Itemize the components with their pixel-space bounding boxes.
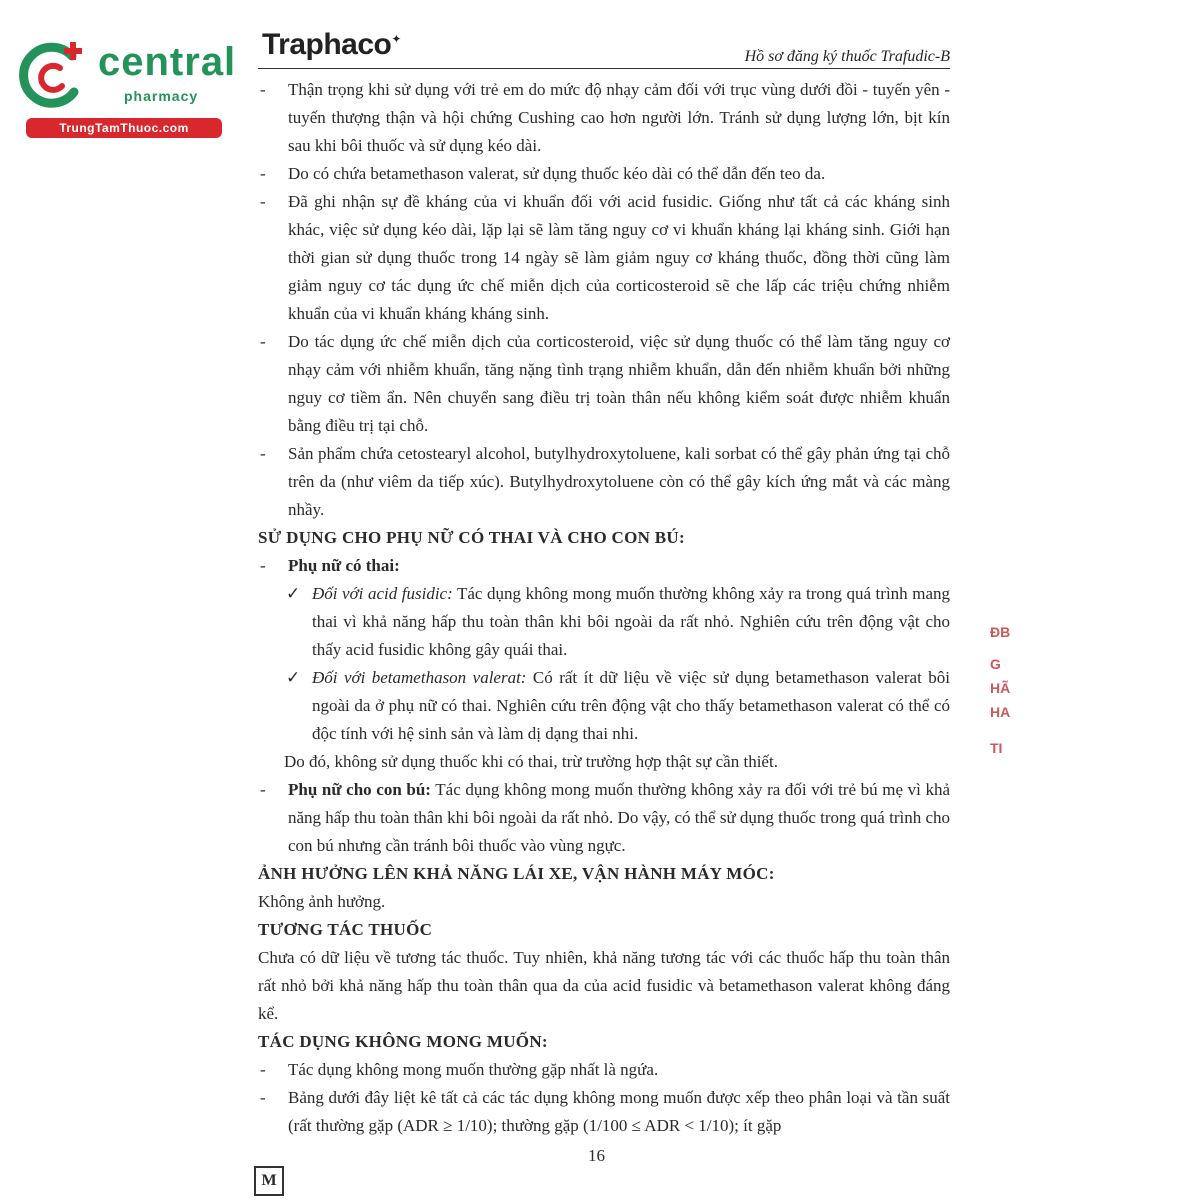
check-item-text: Tác dụng không mong muốn thường không xảy ra trong quá trình mang thai vì khả năng hấp thu toàn thân khi bôi ngoài da rất nhỏ. Nghiên cứu trên động vật cho thấy acid fusidic không gây quái thai. — [312, 584, 950, 659]
stamp-line: ĐB — [990, 624, 1011, 640]
stamp-line: G — [990, 656, 1001, 672]
bullet-dash: - — [260, 556, 266, 575]
logo-name: central — [98, 40, 237, 84]
section-heading-pregnancy: SỬ DỤNG CHO PHỤ NỮ CÓ THAI VÀ CHO CON BÚ: — [258, 528, 685, 547]
stamp-line: HÃ — [990, 680, 1011, 696]
bullet-dash: - — [260, 192, 266, 211]
brand-mark-icon: ✦ — [391, 32, 401, 46]
paragraph-text: Tác dụng không mong muốn thường không xảy ra đối với trẻ bú mẹ vì khả năng hấp thu toàn thân khi bôi ngoài da rất nhỏ. Do vậy, có thể sử dụng thuốc trong quá trình cho con bú nhưng cần tránh bôi thuốc vào vùng ngực. — [288, 780, 951, 855]
list-item — [258, 160, 950, 188]
stamp-fragment — [990, 620, 1014, 760]
check-item-label: Đối với acid fusidic: — [312, 584, 453, 603]
paragraph-text: Bảng dưới đây liệt kê tất cả các tác dụng không mong muốn được xếp theo phân loại và tần suất (rất thường gặp (ADR ≥ 1/10); thường gặp (1/100 ≤ ADR < 1/10); ít gặp — [288, 1088, 950, 1135]
subheading-pregnant: Phụ nữ có thai: — [288, 556, 400, 575]
check-item — [258, 664, 950, 748]
logo-subtitle: pharmacy — [124, 88, 199, 104]
section-heading-side-effects: TÁC DỤNG KHÔNG MONG MUỐN: — [258, 1032, 548, 1051]
logo-url-badge[interactable]: TrungTamThuoc.com — [26, 118, 222, 138]
paragraph-text: Sản phẩm chứa cetostearyl alcohol, butylhydroxytoluene, kali sorbat có thể gây phản ứng tại chỗ trên da (như viêm da tiếp xúc). Butylhydroxytoluene còn có thể gây kích ứng mắt và các màng nhầy. — [288, 444, 950, 519]
list-item — [258, 552, 950, 580]
list-item — [258, 1056, 950, 1084]
checkmark-icon: ✓ — [286, 668, 301, 687]
bullet-dash: - — [260, 1060, 266, 1079]
document-title: Hồ sơ đăng ký thuốc Trafudic-B — [744, 48, 950, 65]
pharmacy-logo-icon — [12, 38, 90, 116]
paragraph-text: Do tác dụng ức chế miễn dịch của corticosteroid, việc sử dụng thuốc có thể làm tăng nguy cơ nhạy cảm với nhiễm khuẩn, tăng nặng tình trạng nhiễm khuẩn, dẫn đến nhiễm khuẩn bởi những nguy cơ tiềm ẩn. Nên chuyển sang điều trị toàn thân nếu không kiểm soát được nhiễm khuẩn bằng điều trị tại chỗ. — [288, 332, 950, 435]
paragraph-text: Do có chứa betamethason valerat, sử dụng thuốc kéo dài có thể dẫn đến teo da. — [288, 164, 826, 183]
list-item — [258, 328, 950, 440]
check-item — [258, 580, 950, 664]
list-item — [258, 776, 950, 860]
paragraph-text: Đã ghi nhận sự đề kháng của vi khuẩn đối với acid fusidic. Giống như tất cả các kháng sinh khác, việc sử dụng kéo dài, lặp lại sẽ làm tăng nguy cơ vi khuẩn kháng lại kháng sinh. Giới hạn thời gian sử dụng thuốc trong 14 ngày sẽ làm giảm nguy cơ kháng thuốc, đồng thời cũng làm giảm nguy cơ tác dụng ức chế miễn dịch của corticosteroid sẽ che lấp các triệu chứng nhiễm khuẩn của vi khuẩn kháng kháng sinh. — [288, 192, 950, 323]
bullet-dash: - — [260, 164, 266, 183]
header-divider — [258, 68, 950, 69]
brand-name: Traphaco✦ — [262, 28, 401, 61]
section-heading-driving: ẢNH HƯỞNG LÊN KHẢ NĂNG LÁI XE, VẬN HÀNH MÁY MÓC: — [258, 864, 775, 883]
subheading-lactation: Phụ nữ cho con bú: — [288, 780, 431, 799]
bullet-dash: - — [260, 332, 266, 351]
list-item — [258, 1084, 950, 1140]
list-item — [258, 76, 950, 160]
paragraph-text: Chưa có dữ liệu về tương tác thuốc. Tuy nhiên, khả năng tương tác với các thuốc hấp thu toàn thân rất nhỏ bởi khả năng hấp thu toàn thân qua da của acid fusidic và betamethason valerat không đáng kể. — [258, 948, 950, 1023]
stamp-line: TI — [990, 740, 1003, 756]
checkmark-icon: ✓ — [286, 584, 301, 603]
list-item — [258, 188, 950, 328]
paragraph-text: Không ảnh hưởng. — [258, 892, 386, 911]
page-number: 16 — [588, 1146, 605, 1165]
central-pharmacy-logo — [12, 38, 237, 138]
bullet-dash: - — [260, 80, 266, 99]
bullet-dash: - — [260, 1088, 266, 1107]
list-item — [258, 440, 950, 524]
section-heading-interactions: TƯƠNG TÁC THUỐC — [258, 920, 433, 939]
bullet-dash: - — [260, 780, 266, 799]
bullet-dash: - — [260, 444, 266, 463]
pregnancy-conclusion: Do đó, không sử dụng thuốc khi có thai, trừ trường hợp thật sự cần thiết. — [284, 752, 778, 771]
paragraph-text: Thận trọng khi sử dụng với trẻ em do mức độ nhạy cảm đối với trục vùng dưới đồi - tuyến yên - tuyến thượng thận và hội chứng Cushing cao hơn người lớn. Tránh sử dụng lượng lớn, bịt kín sau khi bôi thuốc và sử dụng kéo dài. — [288, 80, 950, 155]
check-item-label: Đối với betamethason valerat: — [312, 668, 527, 687]
stamp-line: HA — [990, 704, 1011, 720]
page-mark-box: M — [254, 1166, 284, 1196]
document-body — [258, 76, 950, 1140]
paragraph-text: Tác dụng không mong muốn thường gặp nhất là ngứa. — [288, 1060, 659, 1079]
check-item-text: Có rất ít dữ liệu về việc sử dụng betamethason valerat bôi ngoài da ở phụ nữ có thai. Nghiên cứu trên động vật cho thấy betamethason valerat có thể có độc tính với hệ sinh sản và làm dị dạng thai nhi. — [312, 668, 950, 743]
